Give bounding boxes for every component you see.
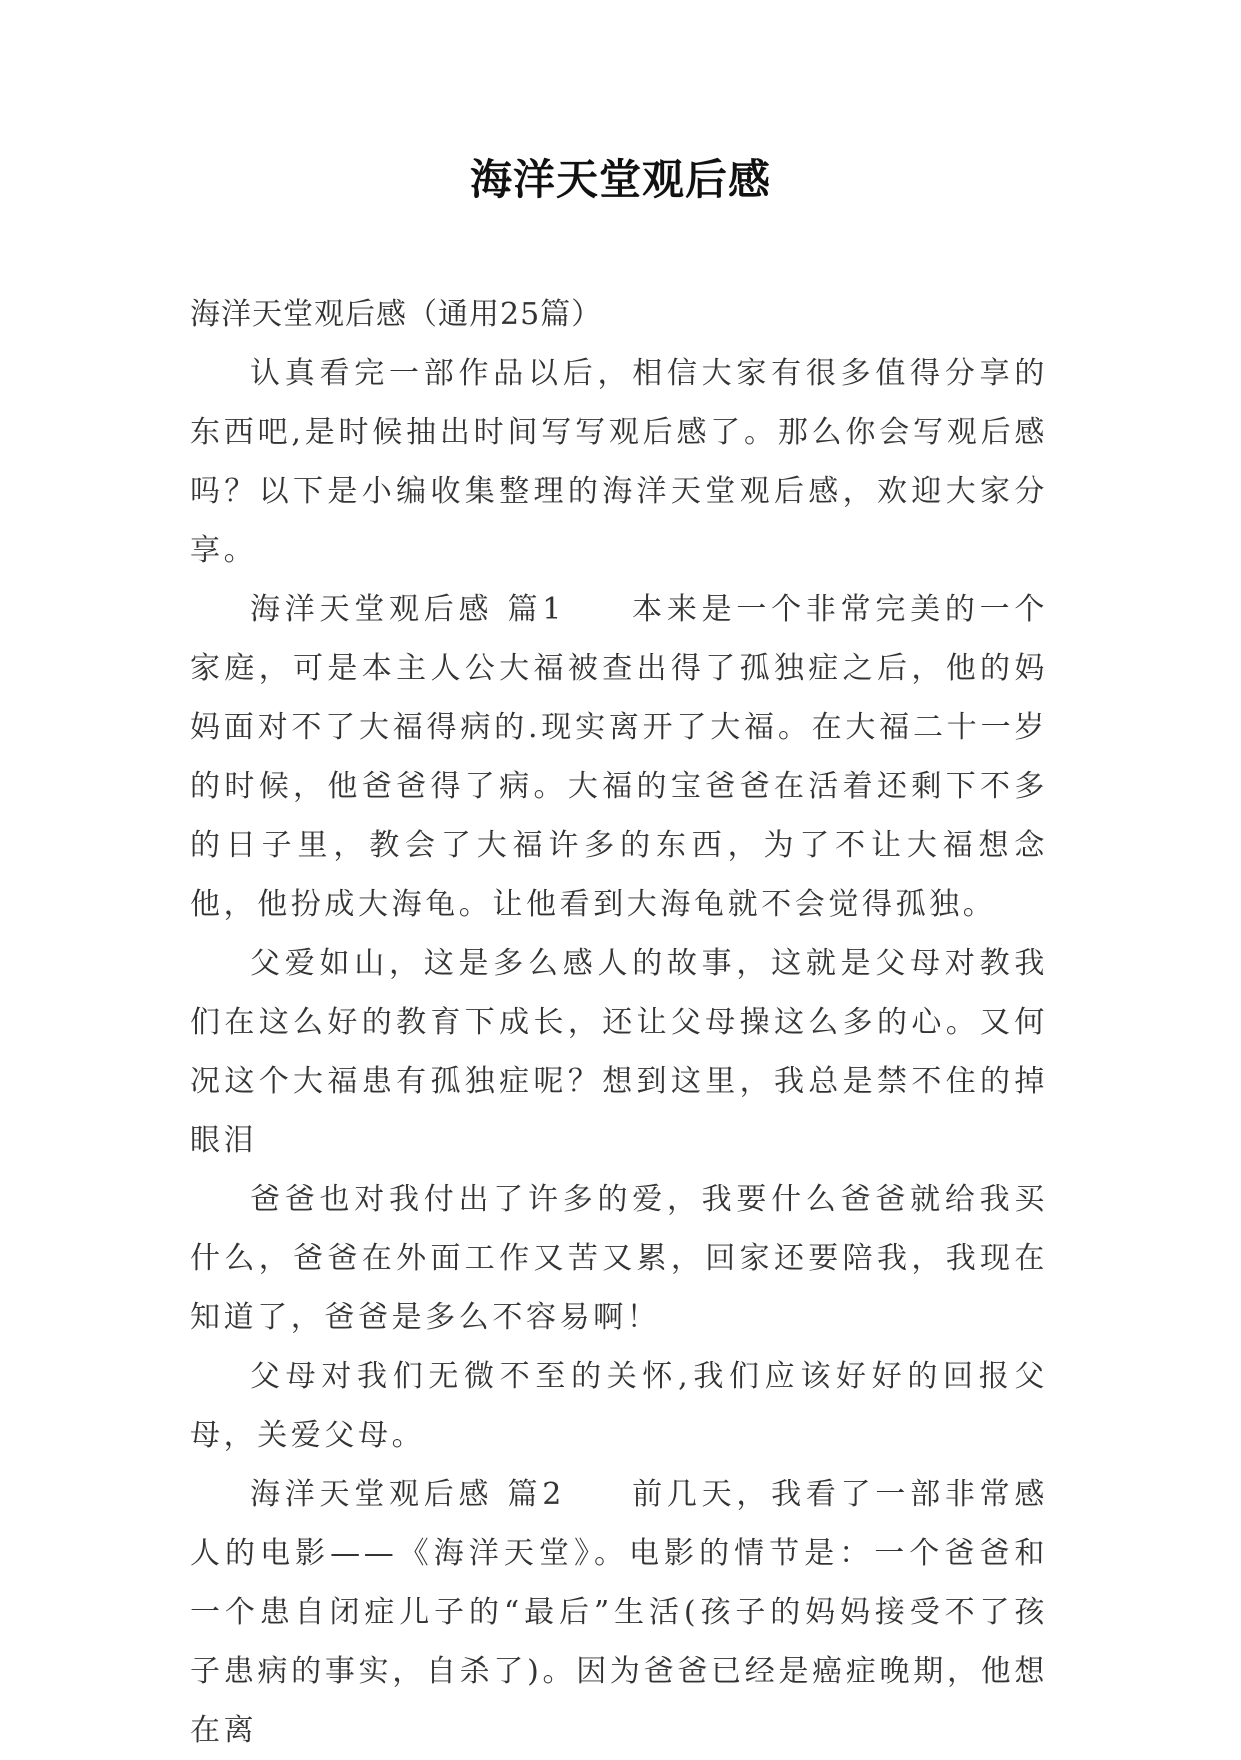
- intro-paragraph: 认真看完一部作品以后，相信大家有很多值得分享的东西吧,是时候抽出时间写写观后感了。那么你会写观后感吗？以下是小编收集整理的海洋天堂观后感，欢迎大家分享。: [190, 356, 1048, 568]
- section-1-opening-paragraph: [190, 580, 1048, 934]
- section-1-paragraph: 父母对我们无微不至的关怀,我们应该好好的回报父母，关爱父母。: [190, 1359, 1048, 1453]
- section-1-first-paragraph: 本来是一个非常完美的一个家庭，可是本主人公大福被查出得了孤独症之后，他的妈妈面对不了大福得病的.现实离开了大福。在大福二十一岁的时候，他爸爸得了病。大福的宝爸爸在活着还剩下不多的日子里，教会了大福许多的东西，为了不让大福想念他，他扮成大海龟。让他看到大海龟就不会觉得孤独。: [190, 592, 1048, 922]
- document-title: 海洋天堂观后感: [469, 155, 771, 204]
- section-1-paragraph: 爸爸也对我付出了许多的爱，我要什么爸爸就给我买什么，爸爸在外面工作又苦又累，回家还要陪我，我现在知道了，爸爸是多么不容易啊！: [190, 1182, 1048, 1335]
- section-2-heading: 海洋天堂观后感 篇2: [250, 1477, 565, 1512]
- document-subtitle: 海洋天堂观后感（通用25篇）: [190, 297, 603, 332]
- document-body: [190, 285, 1048, 1760]
- section-1-paragraph: 父爱如山，这是多么感人的故事，这就是父母对教我们在这么好的教育下成长，还让父母操这么多的心。又何况这个大福患有孤独症呢？想到这里，我总是禁不住的掉眼泪: [190, 946, 1048, 1158]
- section-2-first-paragraph: 前几天，我看了一部非常感人的电影——《海洋天堂》。电影的情节是：一个爸爸和一个患自闭症儿子的“最后”生活(孩子的妈妈接受不了孩子患病的事实，自杀了)。因为爸爸已经是癌症晚期，他想在离: [190, 1477, 1048, 1748]
- section-2-opening-paragraph: [190, 1465, 1048, 1760]
- section-1-heading: 海洋天堂观后感 篇1: [250, 592, 565, 627]
